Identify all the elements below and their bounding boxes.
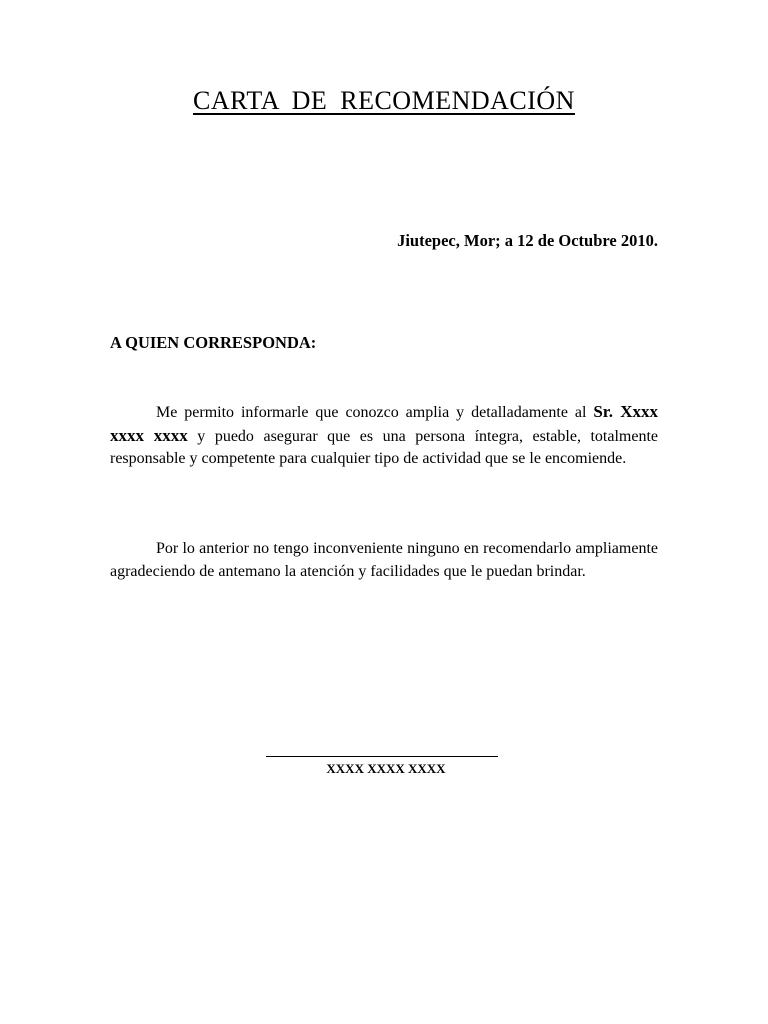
salutation: A QUIEN CORRESPONDA:	[110, 333, 317, 352]
paragraph-1-rest: y puedo asegurar que es una persona íntegra, estable, totalmente responsable y competente para cualquier tipo de actividad que se le encomiende.	[110, 427, 659, 467]
paragraph-1-intro: Me permito informarle que conozco amplia y detalladamente al	[156, 404, 594, 421]
signature-name: XXXX XXXX XXXX	[326, 761, 446, 776]
recommended-person-name: Sr. Xxxx xxxx xxxx	[110, 402, 658, 445]
date-line: Jiutepec, Mor; a 12 de Octubre 2010.	[397, 231, 658, 250]
signature-line	[266, 756, 498, 757]
body-paragraph-1	[110, 401, 658, 471]
body-paragraph-2: Por lo anterior no tengo inconveniente ninguno en recomendarlo ampliamente agradeciendo de antemano la atención y facilidades que le puedan brindar.	[110, 540, 658, 580]
letter-title	[0, 84, 768, 118]
letter-title-text: CARTA DE RECOMENDACIÓN	[193, 86, 575, 115]
